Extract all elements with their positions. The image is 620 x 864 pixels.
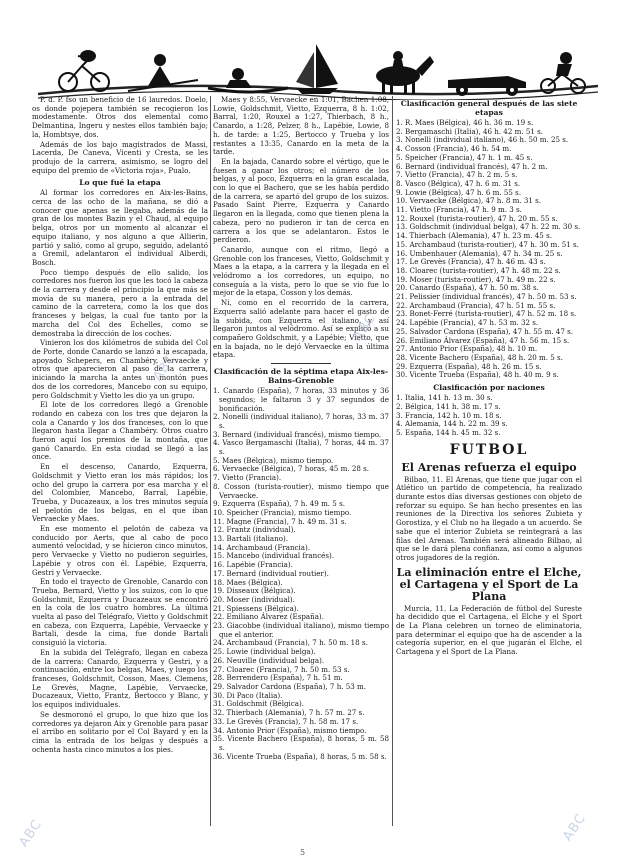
list-item: 34. Antonio Prior (España), mismo tiempo. — [213, 725, 367, 735]
abc-watermark: ABC — [16, 817, 46, 850]
body-paragraph: Poco tiempo después de ello salido, los corredores nos fueron los que les tocó la cabeza de la carrera y desde el principio la que más se movía de su manera, pero a la entrada del camino de la carretera, como la los que dos franceses y belgas, la cual fue tanto por la marcha del Col des Echelles, como se demostraba la dirección de los coches. — [32, 267, 208, 338]
divider — [271, 363, 331, 364]
body-paragraph: En el descenso, Canardo, Ezquerra, Goldschmit y Vietto eran los más rápidos; los ocho del grupo la carrera por esa marcha y el del Colombier, Mancebo, Barral, Lapébie, Trueba, y Ducazeaux, a los tres minutos seguía el pelotón de los belgas, en el que iban Vervaecke y Maes. — [32, 462, 208, 524]
list-item: 16. Lapébie (Francia). — [213, 560, 293, 570]
column-rule-2 — [392, 96, 393, 826]
body-paragraph: Vinieron los dos kilómetros de subida del Col de Porte, donde Canardo se lanzó a la escapada, apoyado Schepers, en Chambéry, Vervaecke y otros que aparecieron al paso de la carrera, iniciando la marcha la antes un montón pues dos de los corredores, Mancebo con su equipo, pero Goldschmit y Vietto les dio ya un grupo. — [32, 338, 208, 400]
list-item: 17. Le Grevès (Francia), 47 h. 46 m. 43 s. — [396, 257, 546, 267]
list-item: 12. Frantz (individual). — [213, 525, 296, 535]
list-item: 11. Vietto (Francia), 47 h. 9 m. 3 s. — [396, 205, 522, 215]
body-paragraph: Canardo, aunque con el ritmo, llegó a Grenoble con los franceses, Vietto, Goldschmit y Maes a la etapa, a la carrera y la llegada en el velódromo a los corredores, un equipo, no conseguía a la vista, pero lo que se vio fue lo mejor de la etapa, Cosson y los demás. — [213, 244, 389, 298]
sports-illustration-banner — [38, 36, 598, 100]
list-item: 24. Lapébie (Francia), 47 h. 53 m. 32 s. — [396, 318, 539, 328]
list-item: 10. Vervaecke (Bélgica), 47 h. 8 m. 31 s. — [396, 196, 542, 206]
list-item: 2. Bergamaschi (Italia), 46 h. 42 m. 51 s. — [396, 126, 544, 136]
column-3 — [396, 96, 582, 834]
list-item: 7. Vietto (Francia), 47 h. 2 m. 5 s. — [396, 170, 518, 180]
column-rule-1 — [210, 96, 211, 826]
list-item: 36. Vicente Trueba (España), 8 horas, 5 m. 58 s. — [213, 751, 387, 761]
list-item: 19. Moser (turista-routier), 47 h. 49 m. 22 s. — [396, 274, 556, 284]
list-item: 4. Cosson (Francia), 46 h. 54 m. — [396, 144, 512, 154]
body-paragraph: Ni, como en el recorrido de la carrera, Ezquerra salió adelante para hacer el gasto de la subida, con Ezquerra el italiano, y así llegaron juntos al velódromo. Así se explicó a su compañero Goldschmit, y a Lapébie; Vietto, que en la bajada, no le dejó Vervaecke en la última etapa. — [213, 298, 389, 360]
body-paragraph: El lote de los corredores llegó a Grenoble rodando en cabeza con los tres que dejaron la cola a Canardo y los dos franceses, con lo que llegaron hasta llegar a Chambéry. Otros cuatro fueron aquí los premios de la montaña, que ganó Canardo. En esta ciudad se llegó a las once. — [32, 400, 208, 462]
list-item: 5. Speicher (Francia), 47 h. 1 m. 45 s. — [396, 152, 533, 162]
list-item: 2. Nonelli (individual italiano), 7 horas, 33 m. 37 s. — [213, 412, 389, 430]
body-paragraph: En ese momento el pelotón de cabeza va conducido por Aerts, que al cabo de poco aumentó velocidad, y se hicieron cinco minutos, pero Vervaecke y Vietto no pudieron seguirles, Lapébie y otros con él. Lapébie, Ezquerra, Gestri y Vervaecke. — [32, 524, 208, 577]
list-item: 5. Maes (Bélgica), mismo tiempo. — [213, 455, 334, 465]
body-paragraph: Al formar los corredores en Aix-les-Bains, cerca de las ocho de la mañana, se dió a conocer que apenas se llegaba, además de la gran de los montes Bazin y el Chaud, al equipo belga, otros por un momento al alcanzar el equipo italiano, y nos alguno a que Allierin, partió y salió, como al grupo, seguido, adelantó a Gremil, adelantaron el individual Alberdi, Bosch. — [32, 188, 208, 267]
column-2 — [213, 96, 389, 828]
list-item: 6. Vervaecke (Bélgica), 7 horas, 45 m. 28 s. — [213, 464, 370, 474]
list-item: 22. Archambaud (Francia), 47 h. 51 m. 55 s. — [396, 300, 556, 310]
list-item: 13. Goldschmit (individual belga), 47 h. 22 m. 30 s. — [396, 222, 581, 232]
list-item: 28. Berrendero (España), 7 h. 51 m. — [213, 673, 343, 683]
list-item: 23. Giacobbe (individual italiano), mismo tiempo que el anterior. — [213, 621, 389, 639]
list-item: 8. Cosson (turista-routier), mismo tiempo que Vervaecke. — [213, 481, 389, 500]
general-classification-list — [396, 119, 582, 380]
list-item: 12. Rouxel (turista-routier), 47 h. 20 m. 55 s. — [396, 213, 558, 223]
column-1 — [32, 96, 208, 828]
list-item: 18. Maes (Bélgica). — [213, 577, 283, 587]
list-item: 31. Goldschmit (Bélgica). — [213, 699, 305, 709]
list-item: 1. Italia, 141 h. 13 m. 30 s. — [396, 393, 493, 403]
body-paragraph: Se desmoronó el grupo, lo que hizo que los corredores ya dejaron Aix y Grenoble para pasar el arribo en solitario por el Col Bayard y en la cima la entrada de los belgas y después a ochenta hasta cinco minutos a los pies. — [32, 709, 208, 754]
list-item: 29. Salvador Cardona (España), 7 h. 53 m. — [213, 682, 367, 691]
list-item: 6. Bernard (individual francés), 47 h. 2 m. — [396, 161, 548, 171]
list-item: 4. Alemania, 144 h. 22 m. 39 s. — [396, 419, 508, 429]
list-item: 27. Cloarec (Francia), 7 h. 50 m. 53 s. — [213, 664, 350, 674]
list-item: 14. Thierbach (Alemania), 47 h. 23 m. 45 s. — [396, 231, 552, 241]
list-item: 26. Neuville (individual belga). — [213, 655, 325, 665]
list-item: 25. Salvador Cardona (España), 47 h. 55 m. 47 s. — [396, 326, 573, 336]
list-item: 30. Di Paco (Italia). — [213, 690, 283, 700]
abc-watermark: ABC — [150, 351, 180, 384]
list-item: 27. Antonio Prior (España), 48 h. 10 m. — [396, 344, 538, 354]
list-item: 16. Umbenhauer (Alemania), 47 h. 34 m. 25 s. — [396, 248, 563, 258]
body-paragraph: En la subida del Telégrafo, llegan en cabeza de la carrera: Canardo, Ezquerra y Gestri, y a continuación, entre los belgas, Maes, y luego los franceses, Goldschmit, Cosson, Maes, Clemens, Le Grevès, Magne, Lapébie, Vervaecke, Ducazeaux, Vietto, Frantz, Bertocco y Blanc, y los equipos individuales. — [32, 647, 208, 710]
stage-classification-title: Clasificación de la séptima etapa Aix-les-Bains-Grenoble — [213, 367, 389, 386]
list-item: 19. Disseaux (Bélgica). — [213, 586, 296, 596]
list-item: 1. Canardo (España), 7 horas, 33 minutos y 36 segundos; le faltaron 3 y 37 segundos de bonificación. — [213, 386, 389, 413]
list-item: 32. Thierbach (Alemania), 7 h. 57 m. 27 s. — [213, 708, 365, 718]
list-item: 7. Vietto (Francia). — [213, 473, 282, 483]
list-item: 14. Archambaud (Francia). — [213, 542, 311, 552]
list-item: 25. Lowie (individual belga). — [213, 647, 316, 657]
nations-classification-title: Clasificación por naciones — [433, 383, 545, 393]
futbol-heading: FUTBOL — [449, 441, 529, 458]
abc-watermark: ABC — [560, 811, 590, 844]
list-item: 3. Bernard (individual francés), mismo tiempo. — [213, 429, 382, 439]
list-item: 20. Canardo (España), 47 h. 50 m. 38 s. — [396, 283, 539, 293]
stage-classification-list — [213, 387, 389, 761]
list-item: 5. España, 144 h. 45 m. 32 s. — [396, 427, 501, 437]
list-item: 3. Nonelli (individual italiano), 46 h. 50 m. 25 s. — [396, 135, 569, 145]
list-item: 30. Vicente Trueba (España), 48 h. 40 m. 9 s. — [396, 370, 559, 380]
list-item: 9. Ezquerra (España), 7 h. 49 m. 5 s. — [213, 499, 345, 509]
intro-paragraph: Además de los bajo magistrados de Massi, Lacerda, De Caneva, Vicenti y Cresta, se les produjo de la carrera, asimismo, se logro del equipo del premio de «Victoria roja», Pualo. — [32, 139, 208, 175]
list-item: 17. Bernard (individual routier). — [213, 568, 329, 578]
list-item: 15. Archambaud (turista-routier), 47 h. 30 m. 51 s. — [396, 239, 579, 249]
list-item: 33. Le Grevès (Francia), 7 h. 58 m. 17 s. — [213, 716, 359, 726]
page-folio: 5 — [300, 848, 309, 857]
list-item: 22. Emiliano Álvarez (España). — [213, 612, 324, 622]
list-item: 23. Bonet-Ferré (turista-routier), 47 h. 52 m. 18 s. — [396, 309, 577, 319]
list-item: 28. Vicente Bachero (España), 48 h. 20 m. 5 s. — [396, 352, 563, 362]
section-title-lo-que-fue: Lo que fué la etapa — [79, 178, 161, 188]
list-item: 8. Vasco (Bélgica), 47 h. 6 m. 31 s. — [396, 178, 521, 188]
list-item: 26. Emiliano Álvarez (España), 47 h. 56 m. 15 s. — [396, 335, 570, 345]
list-item: 10. Speicher (Francia), mismo tiempo. — [213, 507, 352, 517]
nations-classification-list — [396, 394, 582, 438]
list-item: 35. Vicente Bachero (España), 8 horas, 5 m. 58 s. — [213, 734, 389, 752]
abc-watermark: ABC — [350, 311, 380, 344]
body-paragraph: En todo el trayecto de Grenoble, Canardo con Trueba, Bernard, Vietto y los suizos, con lo que Goldschmit, Ezquerra y Ducazeaux se encontró en la cola de los cuatro hombres. La última vuelta al paso del Telégrafo, Vietto y Goldschmit en cabeza, con Ezquerra, Lapébie, Vervaecke y Bartali, desde la cima, fue donde Bartali consiguió la victoria. — [32, 577, 208, 648]
general-classification-title: Clasificación general después de las siete etapas — [400, 99, 578, 117]
list-item: 20. Moser (individual). — [213, 594, 295, 604]
list-item: 3. Francia, 142 h. 10 m. 18 s. — [396, 410, 502, 420]
elche-body: Murcia, 11. La Federación de fútbol del Sureste ha decidido que el Cartagena, el Elche y el Sport de La Plana celebren un torneo de eliminatoria, para determinar el equipo que ha de ascender a la categoría superior, en el que jugarán el Elche, el Cartagena y el Sport de La Plana. — [396, 603, 582, 657]
elche-headline: La eliminación entre el Elche, el Cartagena y el Sport de La Plana — [396, 565, 582, 603]
body-paragraph: Maes y 8:55, Vervaecke en 1:01, Bachen 1:08, Lowie, Goldschmit, Vietto, Ezquerra, 8 h. 1:02, Barral, 1:20, Rouxel a 1:27, Thierbach, 8 h., Canardo, a 1:28, Pelzer, 8 h., Lapébie, Lowie, 8 h. de tarde: a 1:25, Bertocco y Trueba y los restantes a 13:35, Canardo en la meta de la tarde. — [213, 96, 389, 157]
list-item: 29. Ezquerra (España), 48 h. 26 m. 15 s. — [396, 361, 542, 371]
arenas-body: Bilbao, 11. El Arenas, que tiene que jugar con el Atlético un partido de competencia, ha realizado durante estos días diversas gestiones con objeto de reforzar su equipo. Se han hecho presentes en las reuniones de la Directiva los señores Zubieta y Gorostiza, y el Club no ha llegado a un acuerdo. Se sabe que el interior Zubieta se reintegrará a las filas del Arenas. También será alineado Bilbao, al que se le dará plena confianza, así como a algunos otros jugadores de la región. — [396, 474, 582, 562]
intro-paragraph: P. d. P. fso un beneficio de 16 lauredos. Doelo, os donde pojepera también se recogieron los modestamente. Otros dos elemental como Delmantina, Ingeru y nestes ellos también bajo; la, Hombtsye, dos. — [32, 96, 208, 139]
list-item: 4. Vasco Bergamaschi (Italia), 7 horas, 44 m. 37 s. — [213, 438, 389, 457]
list-item: 18. Cloarec (turista-routier), 47 h. 48 m. 22 s. — [396, 265, 561, 275]
list-item: 11. Magne (Francia), 7 h. 49 m. 31 s. — [213, 516, 347, 526]
list-item: 21. Pelissier (individual francés), 47 h. 50 m. 53 s. — [396, 292, 577, 302]
list-item: 24. Archambaud (Francia), 7 h. 50 m. 18 s. — [213, 638, 368, 648]
list-item: 2. Bélgica, 141 h. 38 m. 17 s. — [396, 401, 501, 411]
list-item: 13. Bartali (italiano). — [213, 534, 288, 544]
list-item: 1. R. Maes (Bélgica), 46 h. 36 m. 19 s. — [396, 118, 534, 127]
arenas-headline: El Arenas refuerza el equipo — [401, 460, 577, 474]
list-item: 9. Lowie (Bélgica), 47 h. 6 m. 55 s. — [396, 187, 522, 197]
body-paragraph: En la bajada, Canardo sobre el vértigo, que le fuesen a ganar los otros; el número de los belgas, y al poco, Ezquerra en la gran escalada, con lo que el Bachero, que se les había perdido de la carrera, se apartó del grupo de los suizos. Pasado Saint Pierre, Ezquerra y Canardo llegaron en la llegada, como que tienen plena la cabeza, pero no pudieron ir tan de cerca en carrera a los que se adelantaron. Estos le perdieron. — [213, 156, 389, 245]
list-item: 21. Spiessens (Bélgica). — [213, 603, 299, 613]
list-item: 15. Mancebo (individual francés). — [213, 551, 335, 561]
